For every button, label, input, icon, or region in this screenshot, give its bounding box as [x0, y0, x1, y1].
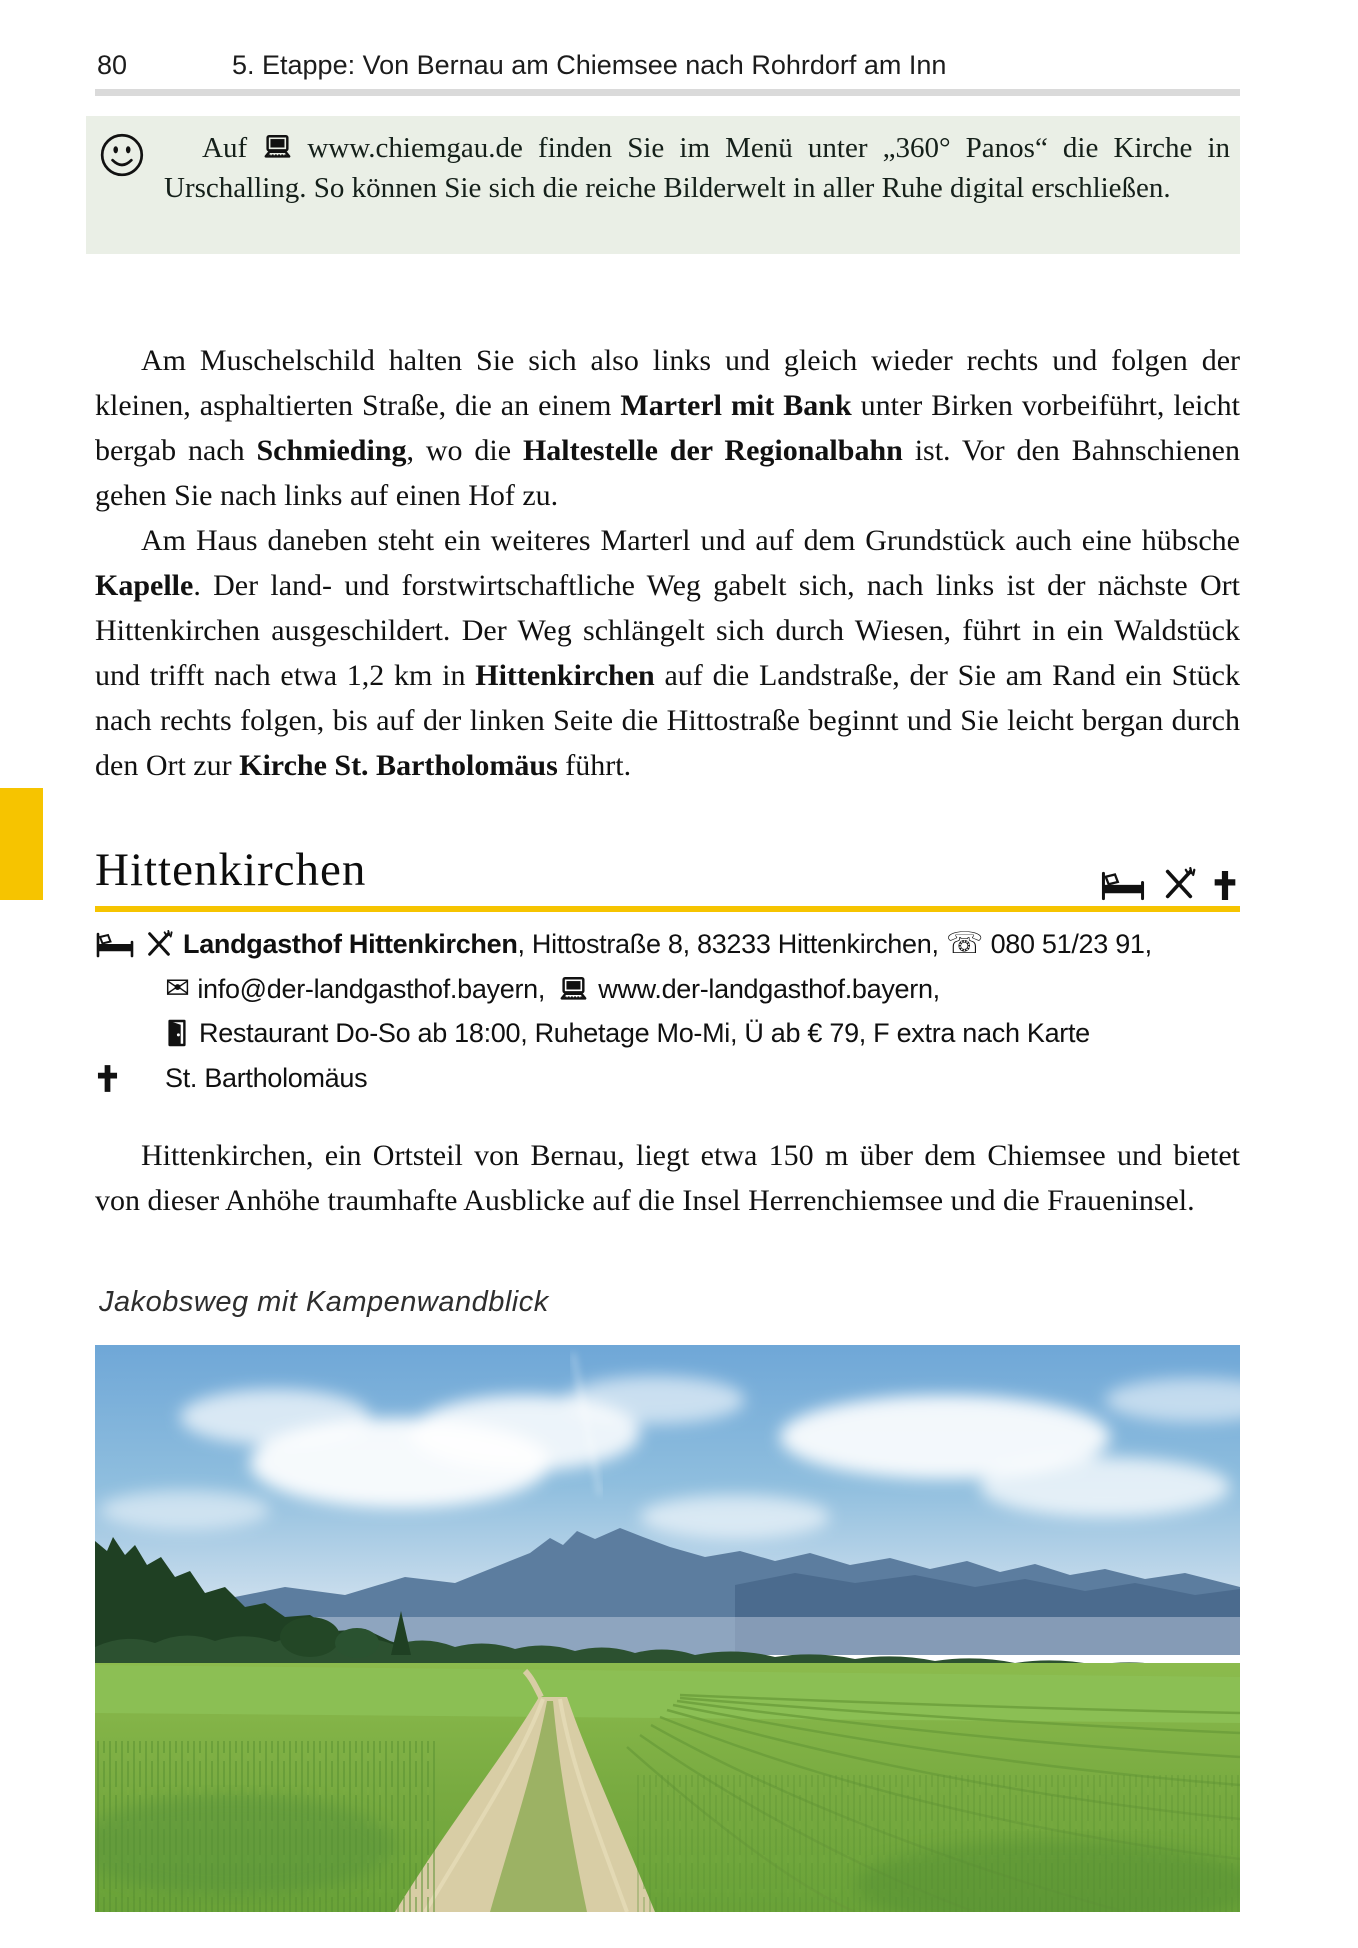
- computer-icon: [262, 134, 292, 161]
- section-amenity-icons: [1100, 867, 1238, 901]
- chiemgau-url-link[interactable]: www.chiemgau.de: [307, 132, 523, 164]
- listing-line-2: [95, 966, 1275, 1011]
- paragraph-muschelschild: Am Muschelschild halten Sie sich also links und gleich wieder rechts und folgen der kleinen, asphaltierten Straße, die an einem Marterl mit Bank unter Birken vorbeiführt, leicht bergab nach Schmieding, wo die Haltestelle der Regionalbahn ist. Vor den Bahnschienen gehen Sie nach links auf einen Hof zu.: [95, 344, 1241, 512]
- chapter-title: 5. Etappe: Von Bernau am Chiemsee nach Rohrdorf am Inn: [232, 50, 947, 80]
- header-divider: [95, 89, 1240, 96]
- door-icon: [165, 1016, 189, 1061]
- listing-line-3: [95, 1011, 1275, 1056]
- bed-icon: [1100, 871, 1146, 901]
- listing-line-4: [95, 1056, 1275, 1101]
- hotel-address: , Hittostraße 8, 83233 Hittenkirchen,: [517, 929, 946, 959]
- cross-icon: [1212, 870, 1238, 901]
- hotel-name: Landgasthof Hittenkirchen: [183, 929, 518, 959]
- section-underline: [95, 906, 1240, 912]
- margin-tab: [0, 788, 43, 900]
- tip-text-end: finden Sie im Menü unter „360° Panos“ die Kirche in Urschalling. So können Sie sich die reiche Bilderwelt in aller Ruhe digital erschließen.: [164, 132, 1231, 204]
- listing-line-1: [95, 921, 1275, 966]
- smiley-icon: [98, 130, 164, 180]
- cross-icon: [97, 1062, 118, 1107]
- landscape-photo: [95, 1345, 1240, 1912]
- church-name: St. Bartholomäus: [165, 1063, 368, 1093]
- page-number: 80: [97, 50, 128, 80]
- paragraph-marterl-kapelle: Am Haus daneben steht ein weiteres Marterl und auf dem Grundstück auch eine hübsche Kapelle. Der land- und forstwirtschaftliche Weg gabelt sich, nach links ist der nächste Ort Hittenkirchen ausgeschildert. Der Weg schlängelt sich durch Wiesen, führt in ein Waldstück und trifft nach etwa 1,2 km in Hittenkirchen auf die Landstraße, der Sie am Rand ein Stück nach rechts folgen, bis auf der linken Seite die Hittostraße beginnt und Sie leicht bergan durch den Ort zur Kirche St. Bartholomäus führt.: [95, 524, 1240, 782]
- landscape-photo-art: [95, 1345, 1240, 1912]
- accommodation-listing: [95, 921, 1275, 1101]
- restaurant-info: Restaurant Do-So ab 18:00, Ruhetage Mo-Mi, Ü ab € 79, F extra nach Karte: [199, 1018, 1090, 1048]
- fork-knife-icon: [1162, 867, 1196, 901]
- route-description: [95, 338, 1240, 788]
- mail-icon: ✉: [165, 971, 191, 1006]
- section-title: Hittenkirchen: [95, 844, 367, 896]
- section-heading: [95, 843, 1240, 905]
- hotel-website[interactable]: www.der-landgasthof.bayern,: [598, 974, 940, 1004]
- tip-box: [86, 116, 1240, 254]
- photo-caption: Jakobsweg mit Kampenwandblick: [99, 1286, 549, 1318]
- hotel-phone: 080 51/23 91,: [990, 929, 1152, 959]
- paragraph-hittenkirchen-info: Hittenkirchen, ein Ortsteil von Bernau, liegt etwa 150 m über dem Chiemsee und bietet von dieser Anhöhe traumhafte Ausblicke auf die Insel Herrenchiemsee und die Fraueninsel.: [95, 1139, 1240, 1217]
- hotel-email[interactable]: info@der-landgasthof.bayern,: [197, 974, 553, 1004]
- tip-text-start: Auf: [202, 132, 248, 164]
- page-header: [95, 50, 1240, 86]
- tip-text: [98, 128, 1230, 208]
- phone-icon: ☏: [945, 926, 984, 961]
